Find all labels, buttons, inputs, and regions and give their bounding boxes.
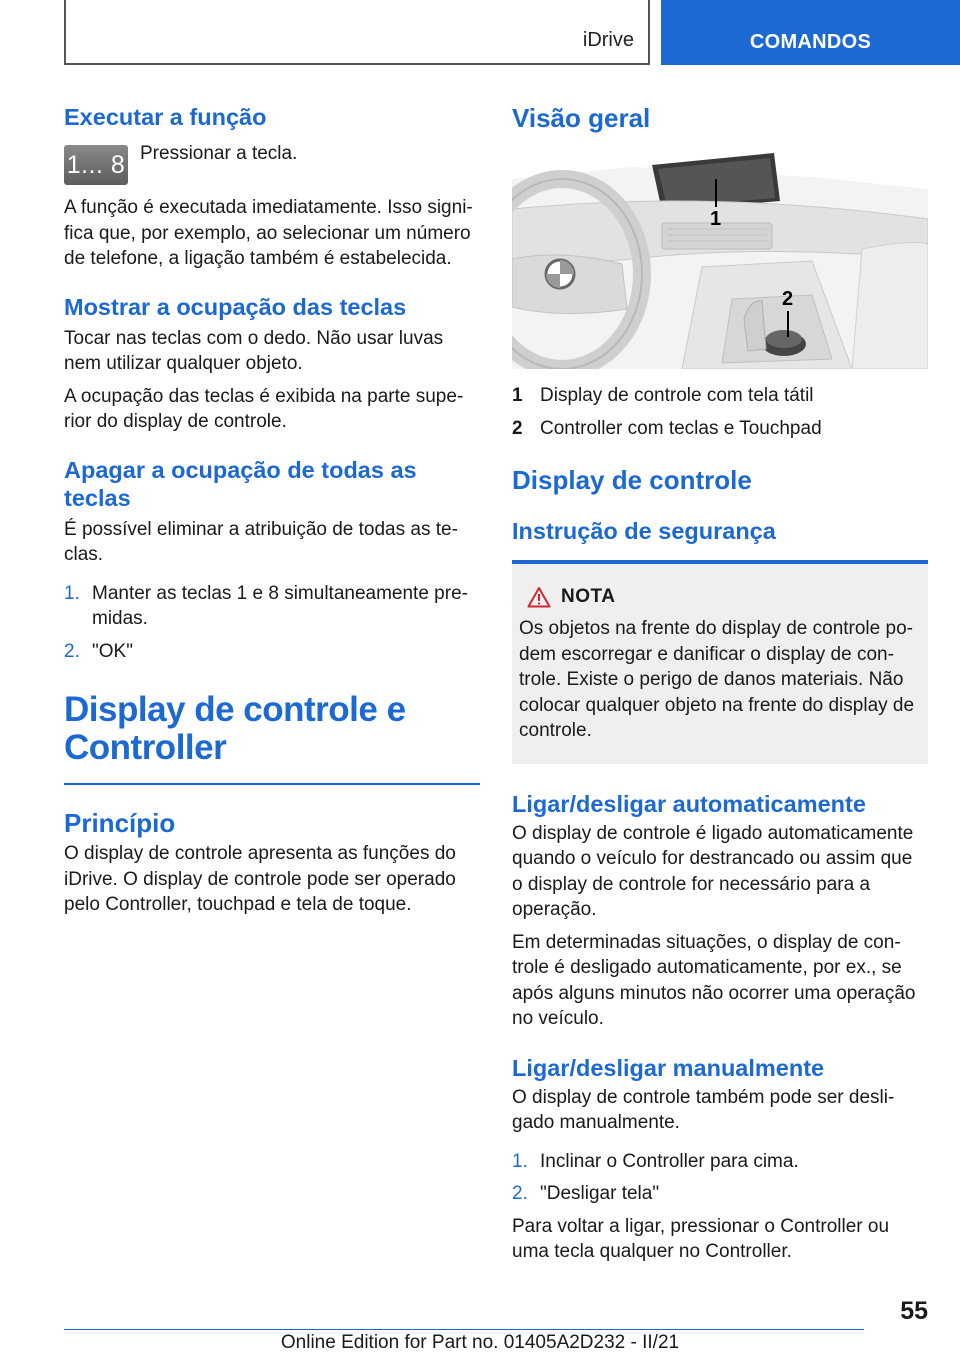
step-number: 2. — [64, 640, 80, 662]
warning-triangle-icon — [527, 586, 551, 608]
page-number: 55 — [900, 1297, 928, 1325]
heading-mostrar: Mostrar a ocupação das teclas — [64, 293, 407, 320]
note-box — [512, 564, 928, 764]
paragraph-apagar: É possível eliminar a atribuição de todas as teclas. — [64, 518, 458, 565]
heading-display-de-controle: Display de controle — [512, 465, 752, 495]
left-column — [64, 100, 480, 918]
paragraph-mostrar-2: A ocupação das teclas é exibida na parte superior do display de controle. — [64, 385, 464, 432]
list-item — [64, 581, 480, 632]
heading-apagar: Apagar a ocupação de todas as teclas — [64, 456, 417, 511]
list-item — [64, 639, 480, 665]
heading-ligar-manual: Ligar/desligar manualmente — [512, 1054, 825, 1081]
list-item — [512, 1149, 928, 1175]
legend-text: Display de controle com tela tátil — [540, 385, 814, 406]
step-number: 1. — [64, 582, 80, 604]
keys-1-8-icon: 1... 8 — [64, 145, 128, 185]
step-text: "Desligar tela" — [540, 1183, 660, 1204]
paragraph-manual: O display de controle também pode ser desligado manualmente. — [512, 1086, 895, 1133]
heading-instrucao-seguranca: Instrução de segurança — [512, 518, 776, 544]
paragraph-mostrar-1: Tocar nas teclas com o dedo. Não usar luvas nem utilizar qualquer objeto. — [64, 327, 444, 374]
step-text: Inclinar o Controller para cima. — [540, 1150, 799, 1172]
paragraph-executar: A função é executada imediatamente. Isso significa que, por exemplo, ao selecionar um número de telefone, a ligação também é estabelecida. — [64, 197, 473, 269]
page-header — [0, 0, 960, 66]
paragraph-manual-2: Para voltar a ligar, pressionar o Controller ou uma tecla qualquer no Controller. — [512, 1215, 890, 1262]
paragraph-auto-1: O display de controle é ligado automaticamente quando o veículo for destrancado ou assim que o display de controle for necessário para a operação. — [512, 822, 914, 920]
heading-executar: Executar a função — [64, 104, 267, 130]
apagar-steps — [64, 581, 480, 665]
heading-display-controller: Display de controle e Controller — [64, 690, 406, 767]
footer-edition: Online Edition for Part no. 01405A2D232 - II/21 — [280, 1332, 680, 1353]
legend-number: 2 — [512, 417, 523, 439]
step-text: Manter as teclas 1 e 8 simultaneamente premidas. — [92, 582, 468, 629]
heading-principio: Princípio — [64, 808, 176, 838]
note-title — [519, 586, 920, 608]
figure-legend — [512, 383, 928, 441]
heading-ligar-auto: Ligar/desligar automaticamente — [512, 790, 866, 817]
list-item — [512, 383, 928, 409]
note-text: Os objetos na frente do display de controle podem escorregar e danificar o display de controle. Existe o perigo de danos materiais. Não colocar qualquer objeto na frente do display de controle. — [519, 618, 915, 741]
legend-number: 1 — [512, 385, 523, 406]
header-chapter-tab: COMANDOS — [661, 0, 960, 65]
cockpit-illustration — [512, 149, 928, 369]
header-frame — [64, 0, 650, 65]
note-title-text: NOTA — [561, 586, 616, 607]
legend-text: Controller com teclas e Touchpad — [540, 417, 822, 439]
callout-1: 1 — [710, 208, 722, 230]
key-instruction-text: Pressionar a tecla. — [140, 143, 298, 164]
section-rule — [64, 783, 480, 785]
list-item — [512, 416, 928, 442]
list-item — [512, 1181, 928, 1207]
right-column — [512, 100, 928, 1265]
step-text: "OK" — [92, 640, 133, 662]
footer-rule — [64, 1329, 864, 1330]
header-section-title: iDrive — [582, 29, 634, 51]
key-instruction — [64, 141, 480, 185]
callout-2: 2 — [782, 288, 794, 310]
step-number: 1. — [512, 1150, 528, 1172]
step-number: 2. — [512, 1183, 528, 1204]
paragraph-principio: O display de controle apresenta as funções do iDrive. O display de controle pode ser operado pelo Controller, touchpad e tela de toque. — [64, 843, 456, 915]
paragraph-auto-2: Em determinadas situações, o display de controle é desligado automaticamente, por ex., se após alguns minutos não ocorrer uma operação no veículo. — [512, 931, 916, 1029]
heading-visao-geral: Visão geral — [512, 103, 651, 133]
cockpit-drawing — [512, 149, 928, 369]
manual-steps — [512, 1149, 928, 1207]
